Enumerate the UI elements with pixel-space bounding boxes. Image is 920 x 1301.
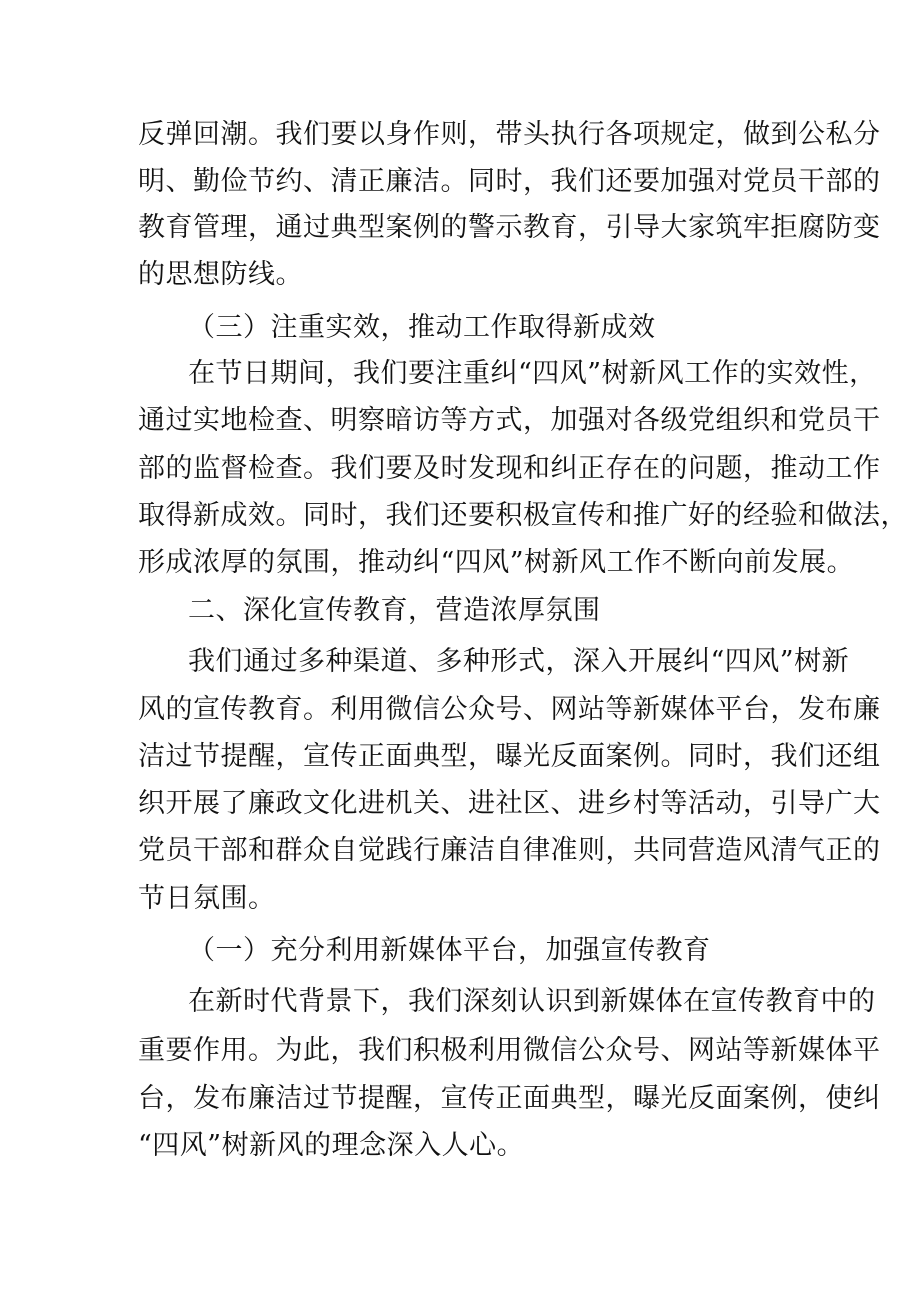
section-heading: 二、深化宣传教育，营造浓厚氛围 bbox=[188, 595, 601, 626]
paragraph-line: “四风”树新风的理念深入人心。 bbox=[138, 1130, 525, 1161]
paragraph-line: 在节日期间，我们要注重纠“四风”树新风工作的实效性， bbox=[188, 358, 877, 389]
paragraph-line: 取得新成效。同时，我们还要积极宣传和推广好的经验和做法， bbox=[138, 500, 908, 531]
paragraph-line: 通过实地检查、明察暗访等方式，加强对各级党组织和党员干 bbox=[138, 405, 881, 436]
paragraph-line: 在新时代背景下，我们深刻认识到新媒体在宣传教育中的 bbox=[188, 986, 876, 1017]
paragraph-line: 反弹回潮。我们要以身作则，带头执行各项规定，做到公私分 bbox=[138, 119, 881, 150]
paragraph-line: 重要作用。为此，我们积极利用微信公众号、网站等新媒体平 bbox=[138, 1035, 881, 1066]
paragraph-line: 部的监督检查。我们要及时发现和纠正存在的问题，推动工作 bbox=[138, 453, 881, 484]
paragraph-line: 织开展了廉政文化进机关、进社区、进乡村等活动，引导广大 bbox=[138, 788, 881, 819]
paragraph-line: 教育管理，通过典型案例的警示教育，引导大家筑牢拒腐防变 bbox=[138, 212, 881, 243]
paragraph-line: 节日氛围。 bbox=[138, 883, 276, 914]
section-heading: （一）充分利用新媒体平台，加强宣传教育 bbox=[188, 935, 711, 966]
paragraph-line: 我们通过多种渠道、多种形式，深入开展纠“四风”树新 bbox=[188, 646, 850, 677]
section-heading: （三）注重实效，推动工作取得新成效 bbox=[188, 312, 656, 343]
paragraph-line: 形成浓厚的氛围，推动纠“四风”树新风工作不断向前发展。 bbox=[138, 547, 855, 578]
paragraph-line: 洁过节提醒，宣传正面典型，曝光反面案例。同时，我们还组 bbox=[138, 741, 881, 772]
paragraph-line: 台，发布廉洁过节提醒，宣传正面典型，曝光反面案例，使纠 bbox=[138, 1083, 881, 1114]
paragraph-line: 明、勤俭节约、清正廉洁。同时，我们还要加强对党员干部的 bbox=[138, 166, 881, 197]
paragraph-line: 风的宣传教育。利用微信公众号、网站等新媒体平台，发布廉 bbox=[138, 694, 881, 725]
paragraph-line: 的思想防线。 bbox=[138, 259, 303, 290]
paragraph-line: 党员干部和群众自觉践行廉洁自律准则，共同营造风清气正的 bbox=[138, 835, 881, 866]
